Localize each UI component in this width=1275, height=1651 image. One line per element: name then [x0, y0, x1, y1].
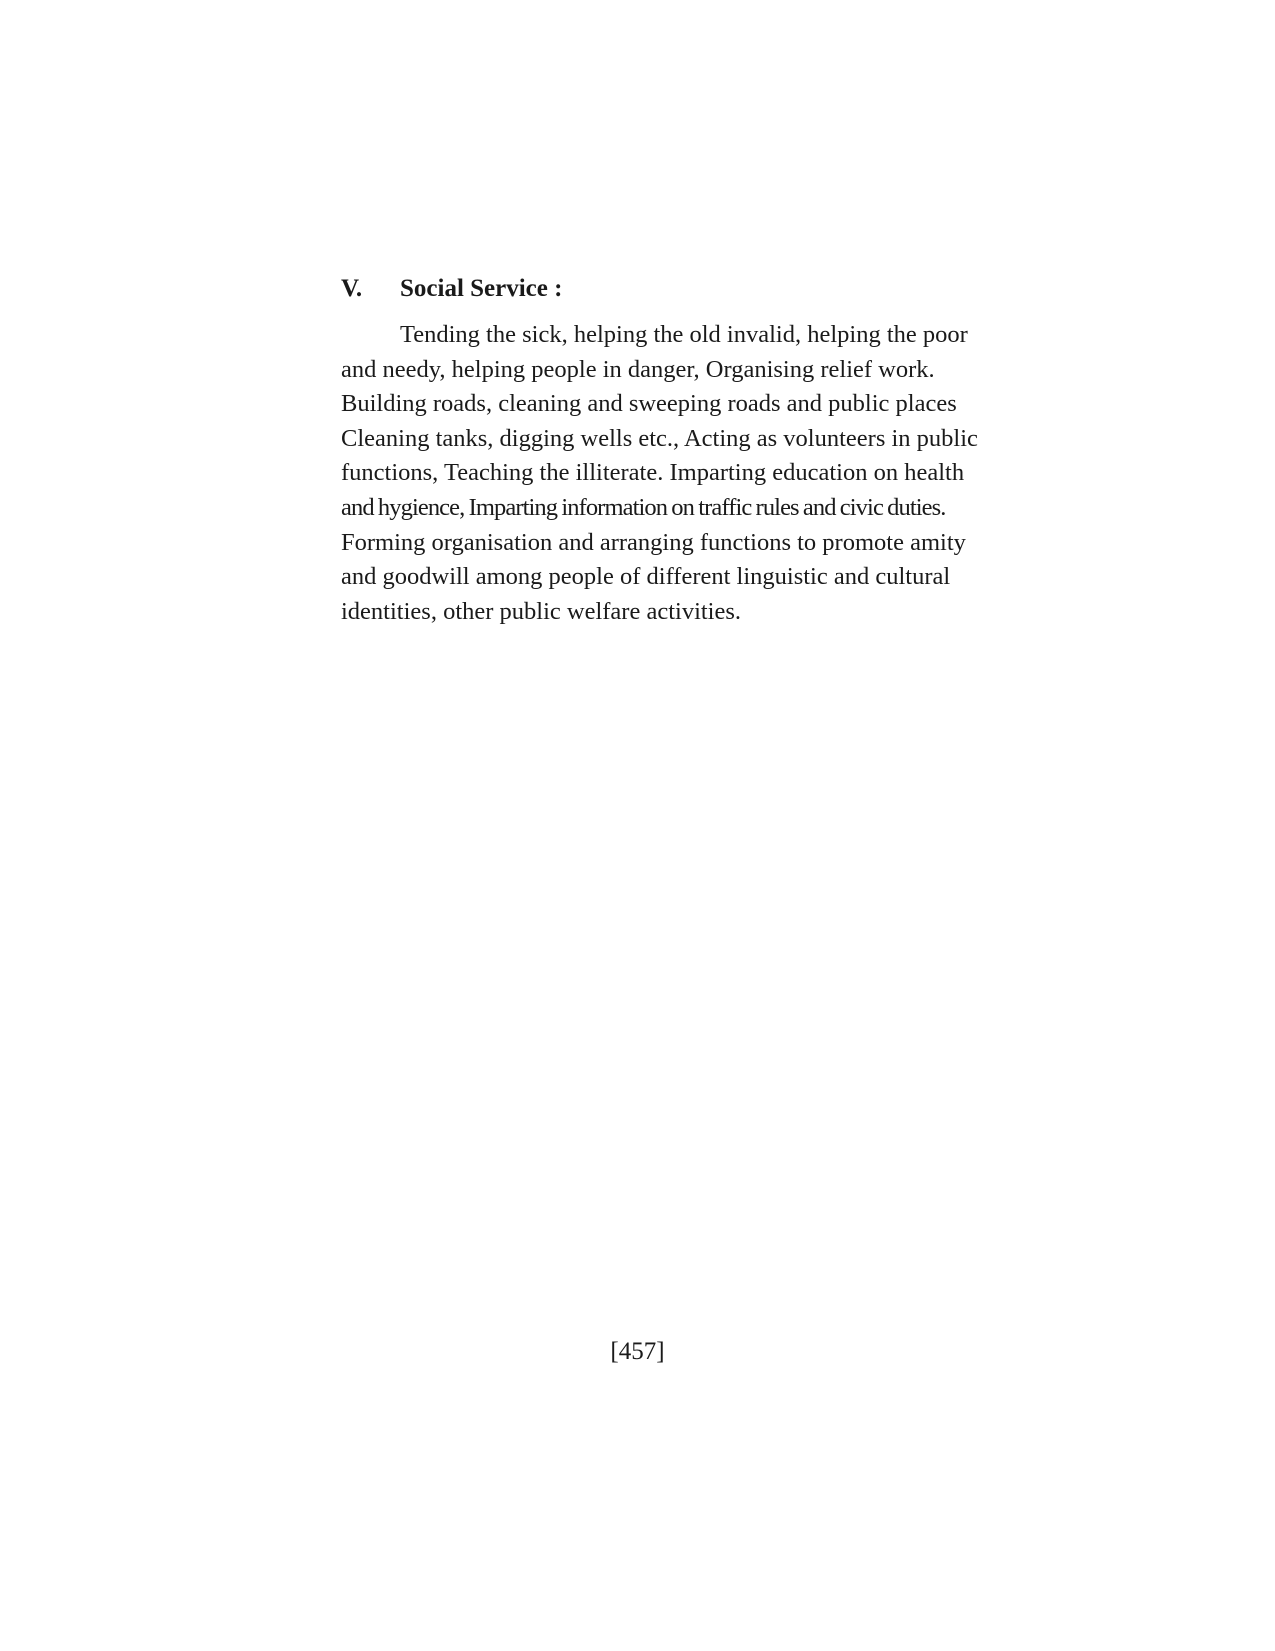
- paragraph-line: functions, Teaching the illiterate. Imparting education on health: [341, 459, 965, 487]
- paragraph-line: Tending the sick, helping the old invalid, helping the poor: [400, 321, 968, 348]
- paragraph-line: Forming organisation and arranging functions to promote amity: [341, 528, 966, 556]
- section-title: Social Service :: [400, 275, 563, 302]
- paragraph-line: identities, other public welfare activities.: [341, 597, 742, 625]
- paragraph-line: and goodwill among people of different linguistic and cultural: [341, 563, 951, 591]
- paragraph-line: and needy, helping people in danger, Organising relief work.: [341, 355, 935, 383]
- body-paragraph: [341, 318, 978, 629]
- section-number: V.: [341, 275, 363, 302]
- paragraph-line: Cleaning tanks, digging wells etc., Acting as volunteers in public: [341, 424, 978, 452]
- paragraph-line: and hygience, Imparting information on traffic rules and civic duties.: [341, 493, 946, 521]
- paragraph-line: Building roads, cleaning and sweeping roads and public places: [341, 390, 957, 418]
- section-heading: [341, 271, 941, 307]
- page-number: [457]: [610, 1338, 665, 1365]
